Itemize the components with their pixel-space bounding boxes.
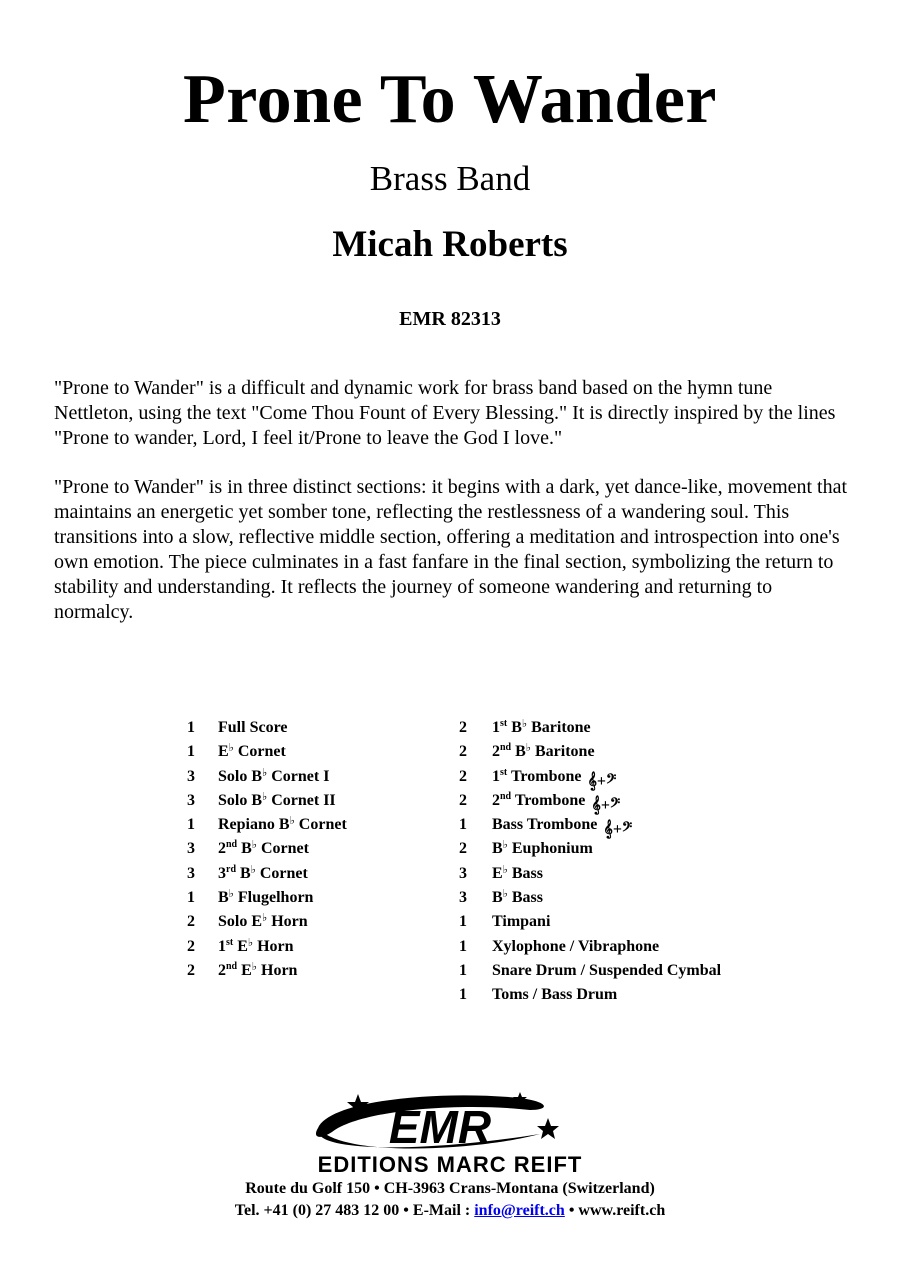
instrument-quantity: 2	[187, 913, 195, 931]
instrument-ordinal: 2	[492, 743, 500, 761]
instrument-quantity: 1	[187, 743, 195, 761]
instrument-label: Baritone	[531, 743, 595, 761]
instrument-name	[218, 789, 336, 813]
instrument-label: Cornet	[257, 840, 309, 858]
instrument-name	[492, 716, 591, 740]
instrument-key: B	[492, 840, 503, 858]
description-paragraph-1: "Prone to Wander" is a difficult and dynamic work for brass band based on the hymn tune Nettleton, using the text "Come Thou Fount of Every Blessing." It is directly inspired by the lines "Prone to wander, Lord, I feel it/Prone to leave the God I love."	[54, 377, 836, 449]
instrument-row	[187, 789, 447, 813]
instrument-name	[218, 837, 309, 861]
instrument-key: E	[492, 864, 503, 882]
instrument-name	[218, 886, 313, 910]
instrument-name	[218, 740, 286, 764]
instrument-name	[218, 813, 347, 837]
instrument-row	[459, 959, 759, 983]
instrument-row	[459, 837, 759, 861]
instrument-label: Cornet	[233, 743, 286, 761]
instrument-name	[492, 837, 593, 861]
instrument-label: Timpani	[492, 913, 551, 931]
instrument-name	[218, 910, 308, 934]
publisher-logo	[250, 1088, 650, 1178]
flat-sign-icon: ♭	[262, 912, 268, 925]
instrument-row	[459, 886, 759, 910]
instrument-ordinal-suffix: st	[500, 718, 508, 729]
website-text: • www.reift.ch	[564, 1202, 666, 1219]
instrument-name	[492, 983, 617, 1007]
publisher-name: EDITIONS MARC REIFT	[317, 1152, 583, 1177]
instrument-quantity: 1	[187, 719, 195, 736]
instrument-label: Bass Trombone	[492, 816, 602, 834]
instrument-key: B	[218, 889, 229, 907]
instrument-row	[187, 862, 447, 886]
instrument-name	[492, 740, 595, 764]
flat-sign-icon: ♭	[502, 863, 508, 876]
instrument-key: B	[492, 889, 503, 907]
instrument-row	[459, 935, 759, 959]
instrument-key: B	[237, 840, 252, 858]
instrument-ordinal: 2	[218, 840, 226, 858]
instrument-list-left	[187, 716, 447, 983]
instrument-quantity: 2	[459, 840, 467, 858]
contact-phone: Tel. +41 (0) 27 483 12 00 • E-Mail :	[234, 1202, 475, 1219]
composer-name: Micah Roberts	[332, 224, 568, 265]
instrument-quantity: 3	[459, 889, 467, 907]
instrument-row	[187, 935, 447, 959]
instrument-row	[187, 765, 447, 789]
instrument-row	[187, 716, 447, 740]
instrument-key: B	[507, 719, 522, 736]
instrument-name	[218, 862, 308, 886]
instrument-row	[187, 910, 447, 934]
instrument-quantity: 1	[459, 913, 467, 931]
clef-icon: 𝄞+𝄢	[587, 772, 617, 790]
instrument-key: E	[237, 961, 252, 979]
instrument-ordinal: 2	[492, 791, 500, 809]
instrument-label: Horn	[253, 937, 294, 955]
instrument-name	[218, 935, 294, 959]
flat-sign-icon: ♭	[502, 888, 508, 901]
instrument-label: Xylophone / Vibraphone	[492, 937, 660, 955]
instrument-label: Cornet	[255, 864, 308, 882]
instrument-key: Solo B	[218, 791, 263, 809]
flat-sign-icon: ♭	[289, 815, 295, 828]
instrument-quantity: 3	[187, 840, 195, 858]
instrument-label: Snare Drum / Suspended Cymbal	[492, 961, 722, 979]
instrument-ordinal-suffix: nd	[500, 742, 512, 754]
instrument-label: Flugelhorn	[233, 889, 314, 907]
instrument-quantity: 3	[459, 864, 467, 882]
instrument-key: E	[218, 743, 229, 761]
email-link[interactable]: info@reift.ch	[474, 1202, 565, 1219]
logo-emr-text: EMR	[388, 1101, 492, 1153]
instrument-quantity: 3	[187, 791, 195, 809]
instrument-quantity: 1	[459, 986, 467, 1004]
instrument-label: Bass	[507, 864, 543, 882]
instrument-row	[459, 910, 759, 934]
instrument-quantity: 2	[459, 791, 467, 809]
instrument-row	[187, 959, 447, 983]
instrument-label: Trombone	[511, 791, 590, 809]
instrument-quantity: 2	[187, 961, 195, 979]
flat-sign-icon: ♭	[521, 718, 528, 730]
instrument-key: Solo E	[218, 913, 263, 931]
instrument-key: E	[233, 937, 248, 955]
instrument-row	[459, 983, 759, 1007]
instrument-name	[218, 765, 329, 789]
instrument-quantity: 1	[187, 889, 195, 907]
instrument-quantity: 2	[187, 937, 195, 955]
instrument-key: Solo B	[218, 767, 263, 785]
instrument-label: Cornet II	[267, 791, 336, 809]
flat-sign-icon: ♭	[262, 790, 268, 803]
instrument-quantity: 1	[459, 937, 467, 955]
instrument-row	[187, 740, 447, 764]
instrument-label: Bass	[507, 889, 543, 907]
instrument-label: Euphonium	[507, 840, 593, 858]
flat-sign-icon: ♭	[502, 839, 508, 852]
instrument-name	[492, 959, 721, 983]
flat-sign-icon: ♭	[228, 888, 234, 901]
catalog-number: EMR 82313	[399, 308, 501, 330]
instrument-label: Trombone	[507, 767, 586, 785]
flat-sign-icon: ♭	[251, 839, 257, 852]
instrument-row	[459, 765, 759, 789]
instrument-label: Baritone	[527, 719, 591, 736]
instrument-row	[187, 813, 447, 837]
instrument-ordinal: 3	[218, 864, 226, 882]
instrument-row	[187, 886, 447, 910]
instrument-quantity: 2	[459, 743, 467, 761]
clef-icon: 𝄞+𝄢	[591, 796, 621, 814]
instrument-row	[459, 789, 759, 813]
instrument-key: B	[511, 743, 526, 761]
instrument-name	[492, 935, 659, 959]
flat-sign-icon: ♭	[262, 766, 268, 779]
instrument-label: Cornet	[294, 816, 347, 834]
instrument-row	[459, 813, 759, 837]
instrument-label: Toms / Bass Drum	[492, 986, 618, 1004]
instrument-ordinal-suffix: st	[226, 936, 234, 948]
instrument-name	[218, 716, 287, 740]
instrument-quantity: 1	[187, 816, 195, 834]
instrument-row	[187, 837, 447, 861]
instrument-ordinal-suffix: nd	[226, 960, 238, 972]
instrument-quantity: 3	[187, 864, 195, 882]
instrument-ordinal-suffix: nd	[500, 790, 512, 802]
instrument-ordinal-suffix: nd	[226, 839, 238, 851]
instrument-key: Repiano B	[218, 816, 290, 834]
instrument-ordinal: 1	[218, 937, 226, 955]
instrument-list-right	[459, 716, 759, 1008]
description-paragraph-2: "Prone to Wander" is in three distinct sections: it begins with a dark, yet dance-like, movement that maintains an energetic yet somber tone, reflecting the restlessness of a wandering soul. This transitions into a slow, reflective middle section, offering a meditation and introspection into one's own emotion. The piece culminates in a fast fanfare in the final section, symbolizing the return to stability and understanding. It reflects the journey of someone wandering and returning to normalcy.	[54, 476, 848, 623]
instrument-label: Horn	[267, 913, 308, 931]
instrument-ordinal: 1	[492, 767, 500, 785]
clef-icon: 𝄞+𝄢	[603, 821, 633, 839]
instrument-quantity: 1	[459, 816, 467, 834]
instrument-ordinal-suffix: st	[500, 766, 508, 778]
instrument-quantity: 3	[187, 767, 195, 785]
flat-sign-icon: ♭	[251, 960, 257, 973]
instrument-name	[492, 862, 543, 886]
page-title: Prone To Wander	[183, 61, 717, 138]
instrument-quantity: 1	[459, 961, 467, 979]
ensemble-subtitle: Brass Band	[369, 159, 531, 198]
instrument-row	[459, 862, 759, 886]
instrument-quantity: 2	[459, 767, 467, 785]
flat-sign-icon: ♭	[247, 936, 254, 949]
instrument-label: Full Score	[218, 719, 288, 736]
flat-sign-icon: ♭	[228, 742, 234, 755]
instrument-key: B	[236, 864, 251, 882]
instrument-name	[492, 910, 550, 934]
instrument-row	[459, 716, 759, 740]
flat-sign-icon: ♭	[525, 742, 531, 755]
instrument-label: Horn	[257, 961, 298, 979]
instrument-quantity: 2	[459, 719, 467, 736]
instrument-ordinal-suffix: rd	[226, 863, 236, 875]
publisher-contact	[0, 1200, 900, 1222]
instrument-ordinal: 2	[218, 961, 226, 979]
instrument-name	[218, 959, 297, 983]
instrument-name	[492, 886, 543, 910]
flat-sign-icon: ♭	[250, 863, 256, 876]
publisher-address: Route du Golf 150 • CH-3963 Crans-Montana (Switzerland)	[245, 1180, 655, 1197]
instrument-ordinal: 1	[492, 719, 500, 736]
instrument-row	[459, 740, 759, 764]
instrument-label: Cornet I	[267, 767, 330, 785]
